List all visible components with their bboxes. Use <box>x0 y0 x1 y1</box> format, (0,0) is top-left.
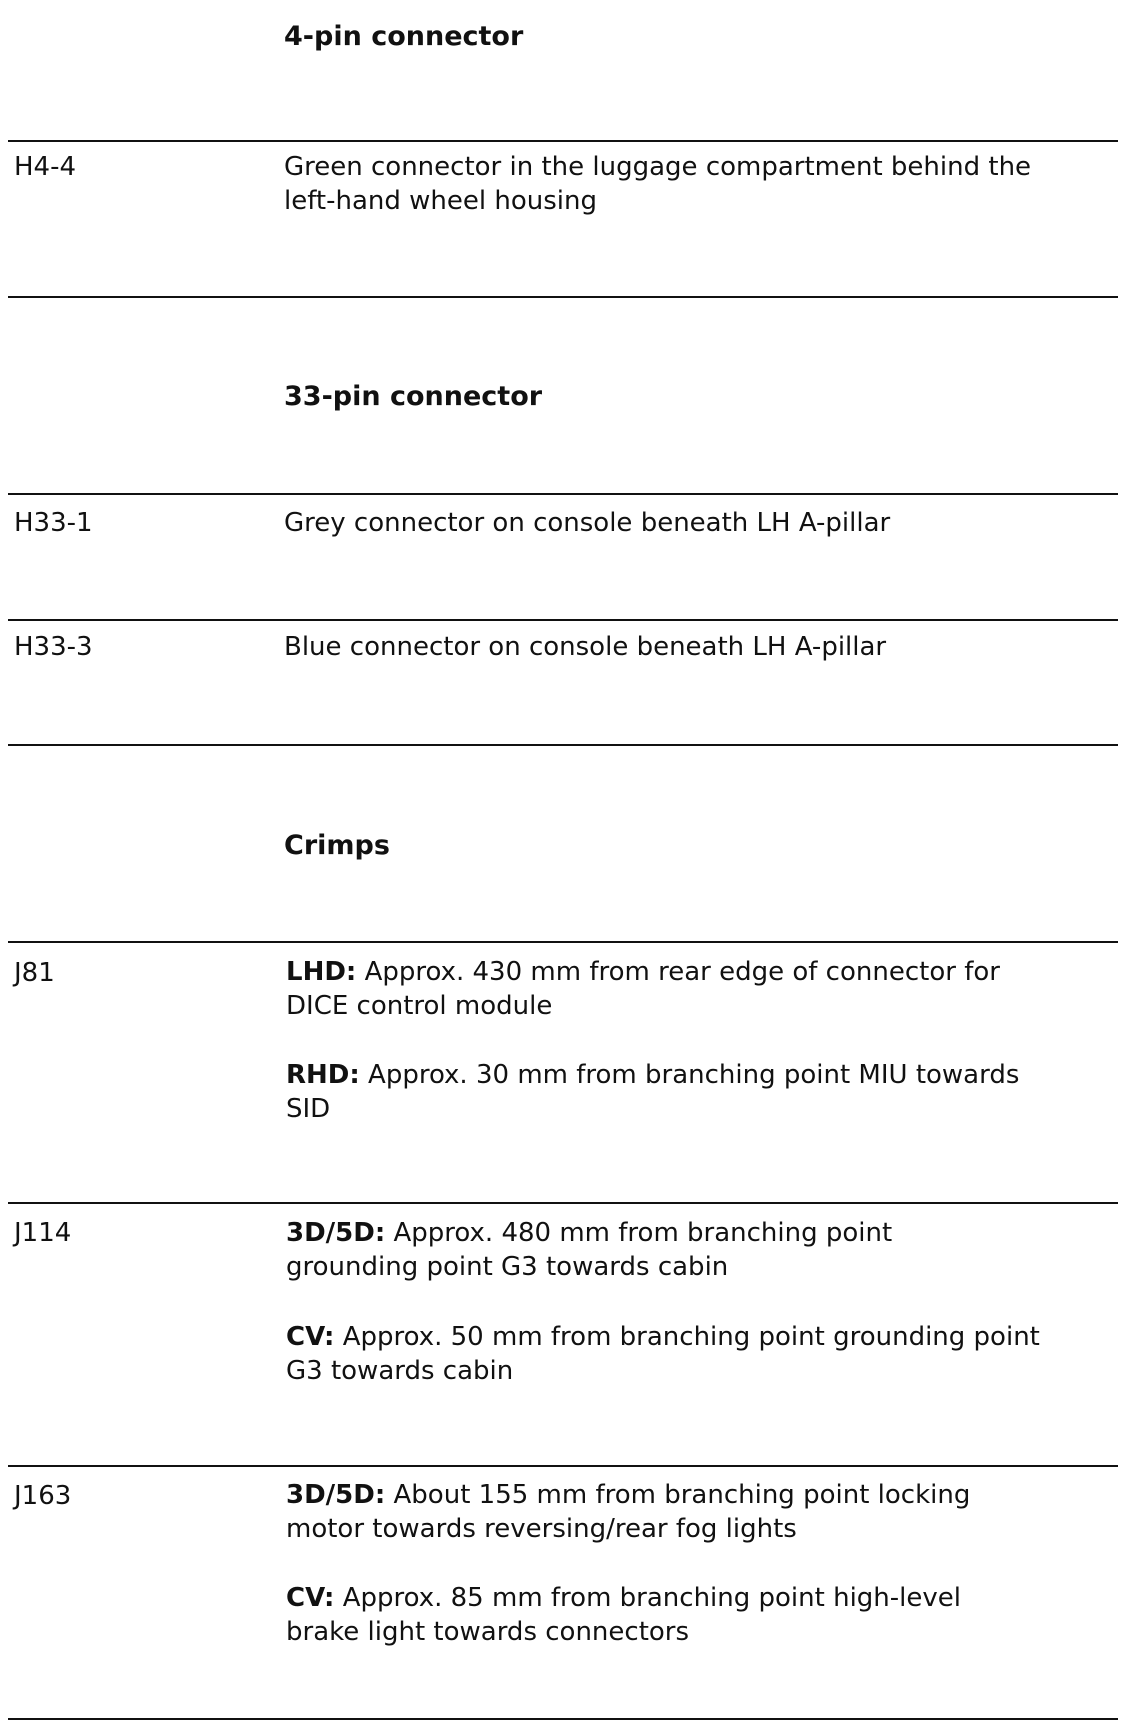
crimp-entry-j81-rhd <box>286 1058 1116 1126</box>
crimp-code-j114: J114 <box>14 1218 72 1248</box>
entry-label: 3D/5D: <box>286 1480 386 1510</box>
divider <box>8 941 1118 943</box>
entry-text: Approx. 50 mm from branching point grounding point <box>334 1322 1040 1352</box>
section-heading-4-pin: 4-pin connector <box>284 21 524 52</box>
divider <box>8 1718 1118 1720</box>
section-heading-33-pin: 33-pin connector <box>284 381 543 412</box>
entry-text: DICE control module <box>286 991 553 1021</box>
connector-code-h33-3: H33-3 <box>14 632 93 662</box>
divider <box>8 296 1118 298</box>
description-line: Green connector in the luggage compartment behind the <box>284 152 1032 182</box>
divider <box>8 1465 1118 1467</box>
crimp-code-j163: J163 <box>14 1481 72 1511</box>
connector-description-h33-1: Grey connector on console beneath LH A-pillar <box>284 508 891 538</box>
description-line: left-hand wheel housing <box>284 186 597 216</box>
crimp-entry-j114-3d5d <box>286 1216 1116 1284</box>
entry-text: Approx. 480 mm from branching point <box>385 1218 893 1248</box>
connector-description-h4-4 <box>284 150 1114 218</box>
crimp-entry-j163-cv <box>286 1581 1116 1649</box>
entry-text: G3 towards cabin <box>286 1356 514 1386</box>
section-heading-crimps: Crimps <box>284 830 390 861</box>
divider <box>8 1202 1118 1204</box>
connector-description-h33-3: Blue connector on console beneath LH A-pillar <box>284 632 887 662</box>
entry-text: SID <box>286 1094 331 1124</box>
entry-text: Approx. 30 mm from branching point MIU towards <box>359 1060 1020 1090</box>
divider <box>8 140 1118 142</box>
entry-text: motor towards reversing/rear fog lights <box>286 1514 797 1544</box>
crimp-entry-j163-3d5d <box>286 1478 1116 1546</box>
entry-text: Approx. 85 mm from branching point high-level <box>334 1583 961 1613</box>
crimp-entry-j81-lhd <box>286 955 1116 1023</box>
entry-label: LHD: <box>286 957 357 987</box>
divider <box>8 493 1118 495</box>
entry-label: CV: <box>286 1583 335 1613</box>
entry-text: brake light towards connectors <box>286 1617 690 1647</box>
divider <box>8 744 1118 746</box>
entry-text: Approx. 430 mm from rear edge of connector for <box>356 957 1000 987</box>
connector-code-h4-4: H4-4 <box>14 152 77 182</box>
entry-text: About 155 mm from branching point locking <box>385 1480 971 1510</box>
crimp-entry-j114-cv <box>286 1320 1116 1388</box>
entry-label: RHD: <box>286 1060 360 1090</box>
entry-label: 3D/5D: <box>286 1218 386 1248</box>
connector-code-h33-1: H33-1 <box>14 508 93 538</box>
entry-text: grounding point G3 towards cabin <box>286 1252 729 1282</box>
entry-label: CV: <box>286 1322 335 1352</box>
crimp-code-j81: J81 <box>14 958 55 988</box>
divider <box>8 619 1118 621</box>
